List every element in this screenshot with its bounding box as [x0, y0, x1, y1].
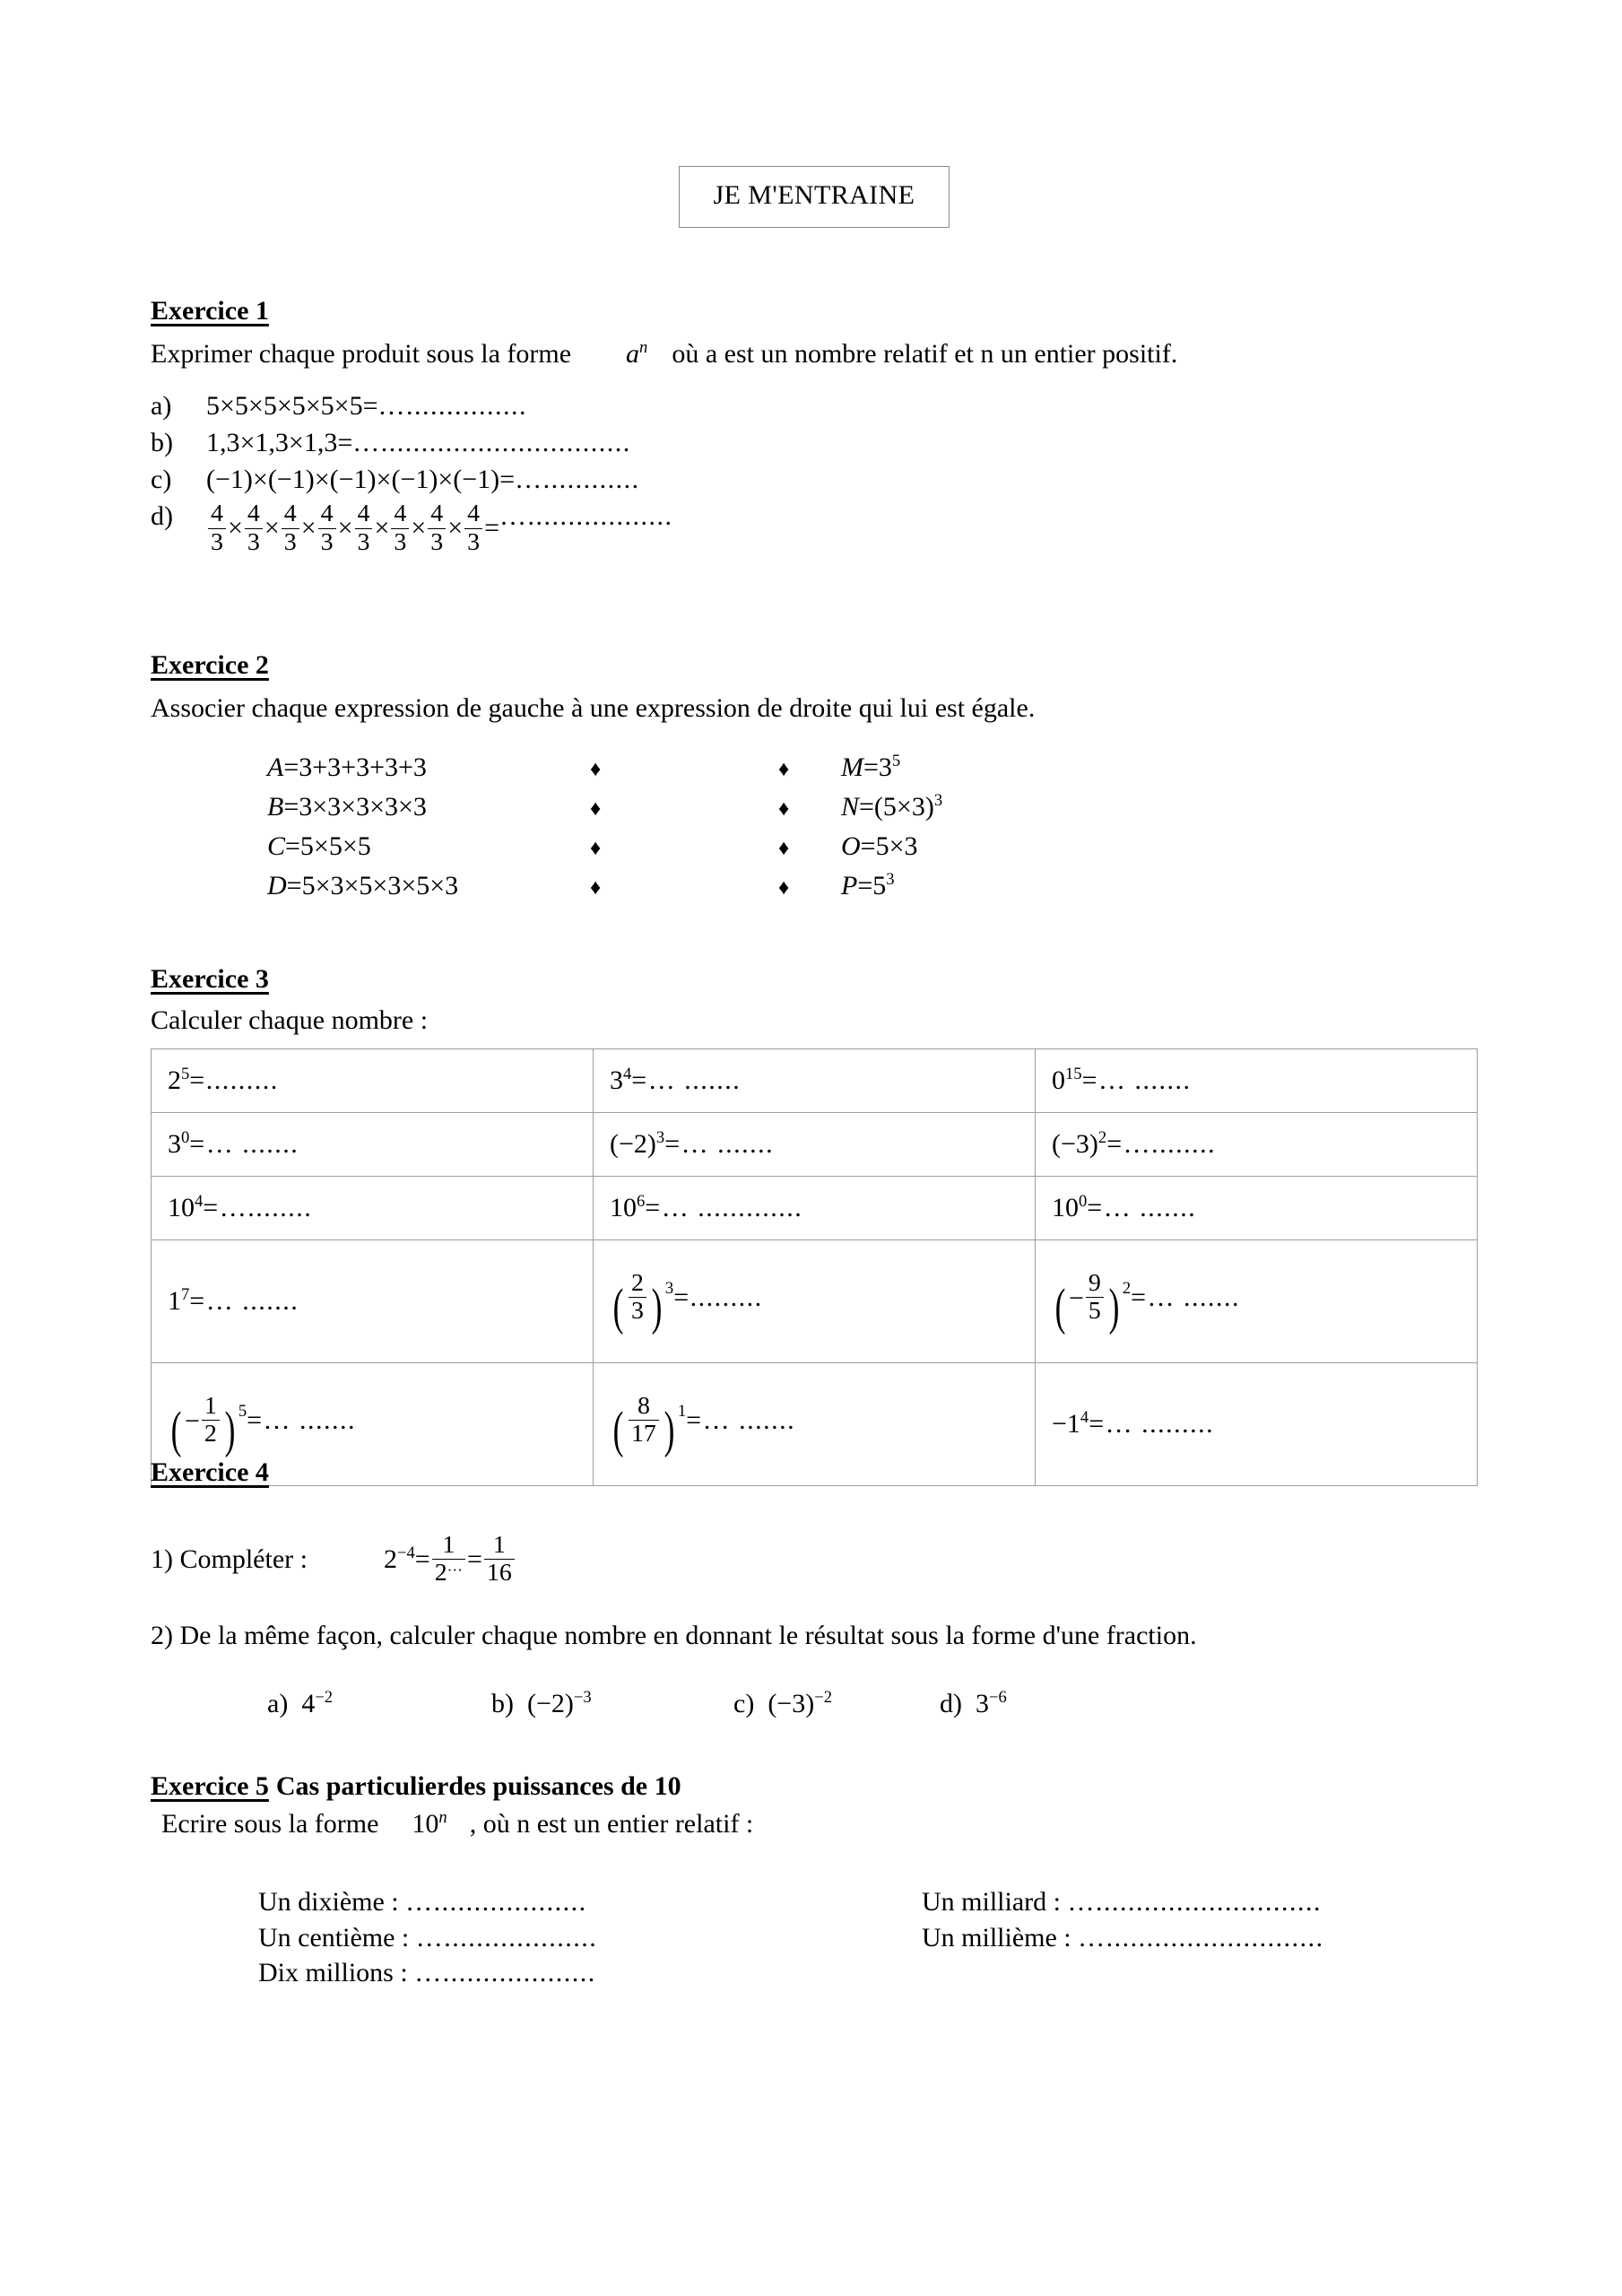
- exercise-1-items: [151, 391, 1478, 555]
- expression-base: 2: [168, 1065, 181, 1096]
- part2-item-a: [267, 1689, 491, 1719]
- expression-exponent: 4: [1080, 1408, 1089, 1428]
- exercise-2-section: [151, 650, 1478, 910]
- item-answer-blank[interactable]: …...................: [405, 1887, 587, 1917]
- table-cell[interactable]: [152, 1240, 594, 1363]
- right-expression-exponent: 5: [891, 752, 901, 771]
- item-label: Un centième :: [258, 1922, 416, 1952]
- fraction: [629, 1268, 646, 1326]
- cell-answer-blank[interactable]: =… .......: [686, 1405, 796, 1435]
- table-cell[interactable]: [152, 1113, 594, 1177]
- table-row: [152, 1113, 1478, 1177]
- part1-label: 1) Compléter :: [151, 1544, 308, 1574]
- fraction: [202, 1391, 220, 1448]
- formula-base: 2: [384, 1544, 397, 1574]
- item-answer-blank[interactable]: …...................: [415, 1922, 598, 1952]
- parenthesized-fraction-power: ( $\frac{2}{3}$ ) 3: [612, 1268, 674, 1336]
- left-paren: (: [612, 1402, 624, 1459]
- cell-answer-blank[interactable]: =… .............: [645, 1193, 803, 1223]
- right-expression: [841, 871, 1200, 901]
- cell-answer-blank[interactable]: =… .......: [631, 1065, 742, 1096]
- cell-expression: [610, 1065, 631, 1095]
- cell-expression: [168, 1286, 189, 1316]
- fraction-denominator: 5: [1086, 1297, 1104, 1324]
- part2-item-b: [491, 1689, 733, 1719]
- left-connector-bullet[interactable]: ♦: [590, 758, 602, 782]
- fraction: [464, 501, 482, 555]
- left-connector-bullet[interactable]: ♦: [590, 797, 602, 822]
- exercise-4-part1: [151, 1533, 1478, 1587]
- left-expression: [267, 871, 590, 901]
- parenthesized-fraction-power: ( − $\frac{9}{5}$ ) 2: [1054, 1268, 1132, 1336]
- exercise-5-instruction: [151, 1809, 1478, 1839]
- exercise-1-instruction-after: où a est un nombre relatif et n un entier positif.: [672, 339, 1178, 369]
- expression-base: 0: [1052, 1065, 1065, 1096]
- multiplication-sign: ×: [337, 513, 353, 544]
- table-cell[interactable]: [594, 1177, 1036, 1240]
- parenthesized-fraction-power: ( $\frac{8}{17}$ ) 1: [612, 1391, 687, 1459]
- expression-base: (−2): [610, 1129, 656, 1160]
- cell-expression: [1052, 1129, 1106, 1159]
- item-label: a): [267, 1689, 289, 1719]
- exercise-5-item: [922, 1884, 1478, 1920]
- expression-exponent: 4: [195, 1192, 204, 1212]
- left-connector-bullet[interactable]: ♦: [590, 876, 602, 900]
- instruction-after: , où n est un entier relatif :: [469, 1809, 754, 1839]
- cell-answer-blank[interactable]: =… .......: [189, 1129, 299, 1160]
- expression-base: (−3): [1052, 1129, 1098, 1160]
- exercise-1-item-b: [151, 428, 1478, 458]
- parenthesized-fraction-power: ( − $\frac{1}{2}$ ) 5: [170, 1391, 247, 1459]
- multiplication-sign: ×: [300, 513, 317, 544]
- fraction-denominator: 3: [282, 528, 299, 555]
- cell-answer-blank[interactable]: =… .......: [189, 1286, 299, 1317]
- exercise-5-columns: [151, 1884, 1478, 1991]
- table-row: [152, 1240, 1478, 1363]
- item-label: Un millième :: [922, 1922, 1079, 1952]
- expression-exponent: 0: [181, 1128, 190, 1148]
- item-exponent: −3: [573, 1688, 592, 1708]
- right-paren: ): [664, 1402, 675, 1459]
- cell-expression: [168, 1129, 189, 1159]
- exercise-4-section: [151, 1457, 1478, 1719]
- right-connector-bullet[interactable]: ♦: [778, 758, 790, 782]
- table-cell[interactable]: [152, 1177, 594, 1240]
- item-answer-blank[interactable]: …............................: [1067, 1887, 1322, 1917]
- item-label: Un dixième :: [258, 1887, 406, 1917]
- item-label: d): [940, 1689, 962, 1719]
- table-row: [152, 1049, 1478, 1113]
- expression-exponent: 7: [181, 1285, 190, 1305]
- multiplication-sign: ×: [374, 513, 390, 544]
- item-label: Un milliard :: [922, 1887, 1068, 1917]
- fraction: [391, 501, 409, 555]
- multiplication-sign: ×: [264, 513, 280, 544]
- exercise-5-item: [922, 1920, 1478, 1956]
- fraction-numerator: 4: [430, 500, 444, 528]
- expression-exponent: 0: [1079, 1192, 1088, 1212]
- exercise-5-heading: Exercice 5: [151, 1771, 269, 1801]
- fraction: [355, 501, 373, 555]
- fraction-numerator: 9: [1088, 1268, 1101, 1297]
- exercise-1-item-d: [151, 501, 1478, 555]
- formula-exponent: n: [438, 1808, 447, 1827]
- left-paren: (: [612, 1279, 624, 1336]
- fraction-denominator: 3: [464, 528, 482, 555]
- table-cell[interactable]: [594, 1240, 1036, 1363]
- expression-base: 10: [610, 1193, 637, 1223]
- fraction-numerator: 4: [247, 500, 260, 528]
- item-label: d): [151, 501, 173, 532]
- equals-sign-1: =: [414, 1544, 430, 1574]
- expression-exponent: 3: [655, 1128, 665, 1148]
- cell-answer-blank[interactable]: =… .......: [247, 1405, 357, 1435]
- right-expression: [841, 792, 1200, 822]
- fraction-denominator: 3: [391, 528, 409, 555]
- table-cell[interactable]: [1036, 1177, 1478, 1240]
- expression-base: −1: [1052, 1409, 1080, 1439]
- exercise-3-instruction: Calculer chaque nombre :: [151, 1005, 429, 1035]
- equals-sign: =: [484, 513, 499, 544]
- left-expression: [267, 792, 590, 822]
- cell-answer-blank[interactable]: =… .......: [1131, 1282, 1241, 1312]
- multiplication-sign: ×: [447, 513, 464, 544]
- fraction-denominator: 3: [208, 528, 226, 555]
- expression-exponent: 5: [181, 1065, 190, 1084]
- fraction-numerator: 8: [637, 1391, 650, 1420]
- right-paren: ): [224, 1402, 236, 1459]
- right-fraction: [484, 1533, 515, 1587]
- cell-answer-blank[interactable]: =…........: [1106, 1129, 1217, 1160]
- formula-base: a: [626, 339, 640, 369]
- exercise-5-left-column: [151, 1884, 922, 1991]
- fraction-numerator: 4: [394, 500, 407, 528]
- right-expression-body: =(5×3): [859, 792, 934, 822]
- exercise-1-item-c: [151, 465, 1478, 495]
- right-expression-exponent: 3: [886, 870, 895, 890]
- fraction: [318, 501, 336, 555]
- cell-answer-blank[interactable]: =…........: [203, 1193, 313, 1223]
- item-expression: (−1)×(−1)×(−1)×(−1)×(−1)=: [206, 465, 516, 495]
- fraction-numerator: 4: [467, 500, 481, 528]
- table-cell[interactable]: [1036, 1240, 1478, 1363]
- fraction: [428, 501, 446, 555]
- left-expression: [267, 831, 590, 862]
- item-answer-blank[interactable]: …...................: [414, 1958, 596, 1988]
- item-label: Dix millions :: [258, 1958, 415, 1988]
- table-cell[interactable]: [152, 1049, 594, 1113]
- fraction-sign: −: [184, 1406, 200, 1437]
- cell-expression: [1052, 1409, 1089, 1439]
- right-paren: ): [1108, 1279, 1120, 1336]
- item-expression-fractions: [206, 501, 499, 555]
- left-expression-name: A: [267, 752, 284, 783]
- fraction-denominator: 17: [629, 1420, 659, 1447]
- exercise-5-section: [151, 1771, 1478, 1991]
- fraction-numerator: 4: [357, 500, 370, 528]
- expression-base: 10: [1052, 1193, 1079, 1223]
- item-label: c): [151, 465, 172, 495]
- fraction-numerator: 4: [320, 500, 334, 528]
- exercise-4-part2-label: 2) De la même façon, calculer chaque nombre en donnant le résultat sous la forme d'une fraction.: [151, 1620, 1197, 1650]
- right-expression-name: N: [841, 792, 860, 822]
- left-expression-name: C: [267, 831, 286, 862]
- fraction: [282, 501, 299, 555]
- item-answer-blank[interactable]: …...............: [377, 391, 528, 422]
- fraction-denominator: 3: [355, 528, 373, 555]
- exercise-2-instruction: Associer chaque expression de gauche à une expression de droite qui lui est égale.: [151, 693, 1036, 723]
- item-label: b): [151, 428, 173, 458]
- left-paren: (: [1054, 1279, 1066, 1336]
- fraction-denominator: 3: [245, 528, 263, 555]
- item-exponent: −2: [315, 1688, 334, 1708]
- exercise-5-item: [258, 1884, 922, 1920]
- item-base: 3: [976, 1689, 989, 1719]
- fraction-denominator: 3: [318, 528, 336, 555]
- exercise-2-matching: [267, 752, 1200, 910]
- fraction-numerator: 1: [204, 1391, 217, 1420]
- formula-exponent: n: [639, 338, 648, 357]
- exercise-5-right-column: [922, 1884, 1478, 1991]
- multiplication-sign: ×: [227, 513, 243, 544]
- fraction-denominator: 2: [202, 1420, 220, 1447]
- fraction: [208, 501, 226, 555]
- item-answer-blank[interactable]: …............: [515, 465, 640, 495]
- left-expression-name: B: [267, 792, 284, 822]
- denominator-exponent: …: [447, 1558, 463, 1576]
- cell-answer-blank[interactable]: =.........: [189, 1065, 279, 1096]
- right-expression-name: O: [841, 831, 861, 862]
- exercise-2-heading: Exercice 2: [151, 650, 269, 680]
- expression-exponent: 15: [1065, 1065, 1082, 1084]
- exercise-5-item: [258, 1920, 922, 1956]
- right-expression-body: =3: [863, 752, 892, 783]
- cell-answer-blank[interactable]: =… .......: [1087, 1193, 1197, 1223]
- item-base: (−2): [527, 1689, 574, 1719]
- right-connector-bullet[interactable]: ♦: [778, 837, 790, 861]
- exercise-1-item-a: [151, 391, 1478, 422]
- right-expression-name: M: [841, 752, 863, 783]
- cell-expression: [610, 1129, 664, 1159]
- exercise-1-instruction-before: Exprimer chaque produit sous la forme: [151, 339, 572, 369]
- fraction-denominator: 2…: [432, 1559, 465, 1586]
- right-connector-bullet[interactable]: ♦: [778, 797, 790, 822]
- item-base: (−3): [768, 1689, 815, 1719]
- left-paren: (: [170, 1402, 182, 1459]
- left-expression-body: =3×3×3×3×3: [283, 792, 427, 822]
- matching-row: [267, 792, 1200, 831]
- fraction-sign: −: [1068, 1283, 1084, 1314]
- right-expression-body: =5: [857, 871, 887, 901]
- cell-answer-blank[interactable]: =… .........: [1089, 1409, 1215, 1439]
- fraction-numerator: 2: [630, 1268, 644, 1297]
- exercise-5-heading-line: [151, 1771, 1478, 1802]
- expression-base: 3: [610, 1065, 623, 1096]
- item-answer-blank[interactable]: …..................: [499, 501, 673, 532]
- right-paren: ): [651, 1279, 663, 1336]
- fraction-denominator: 16: [484, 1559, 515, 1586]
- item-exponent: −6: [989, 1688, 1007, 1708]
- formula-exponent: −4: [397, 1543, 415, 1562]
- fraction-numerator: 1: [442, 1531, 455, 1559]
- right-expression: [841, 831, 1200, 862]
- multiplication-sign: ×: [411, 513, 427, 544]
- exercise-5-item: [258, 1955, 922, 1991]
- matching-row: [267, 831, 1200, 871]
- expression-exponent: 4: [623, 1065, 632, 1084]
- exercise-1-instruction: [151, 337, 1478, 371]
- item-answer-blank[interactable]: …...............................: [352, 428, 631, 458]
- item-label: c): [733, 1689, 755, 1719]
- title-banner: [151, 166, 1478, 228]
- expression-exponent: 6: [637, 1192, 646, 1212]
- expression-exponent: 2: [1097, 1128, 1107, 1148]
- matching-row: [267, 752, 1200, 792]
- exercise-1-heading: Exercice 1: [151, 296, 269, 326]
- table-cell[interactable]: [594, 1049, 1036, 1113]
- exercise-5-heading-suffix: Cas particulierdes puissances de 10: [275, 1771, 681, 1801]
- fraction-numerator: 4: [283, 500, 297, 528]
- left-expression-body: =5×5×5: [285, 831, 371, 862]
- fraction: [1086, 1268, 1104, 1326]
- left-expression: [267, 752, 590, 783]
- left-expression-body: =5×3×5×3×5×3: [286, 871, 459, 901]
- table-row: [152, 1177, 1478, 1240]
- exercise-1-section: [151, 296, 1478, 561]
- exercise-4-heading: Exercice 4: [151, 1457, 269, 1487]
- item-answer-blank[interactable]: …...........................: [1078, 1922, 1324, 1952]
- left-connector-bullet[interactable]: ♦: [590, 837, 602, 861]
- exercise-3-heading: Exercice 3: [151, 964, 269, 994]
- item-exponent: −2: [814, 1688, 833, 1708]
- instruction-before: Ecrire sous la forme: [161, 1809, 379, 1839]
- page-title: JE M'ENTRAINE: [679, 166, 950, 228]
- exercise-3-section: [151, 964, 1478, 1486]
- cell-expression: [610, 1193, 645, 1222]
- part2-item-c: [733, 1689, 940, 1719]
- right-expression-body: =5×3: [860, 831, 918, 862]
- table-cell[interactable]: [594, 1113, 1036, 1177]
- cell-answer-blank[interactable]: =.........: [673, 1282, 763, 1312]
- cell-expression: [168, 1065, 189, 1095]
- fraction-denominator: 3: [428, 528, 446, 555]
- cell-expression: [168, 1193, 203, 1222]
- expression-base: 10: [168, 1193, 195, 1223]
- exercise-1-formula: [626, 339, 647, 369]
- left-expression-body: =3+3+3+3+3: [283, 752, 427, 783]
- expression-base: 3: [168, 1129, 181, 1160]
- cell-answer-blank[interactable]: =… .......: [664, 1129, 775, 1160]
- fraction: [629, 1391, 659, 1448]
- cell-expression: [1052, 1065, 1082, 1095]
- expression-base: 1: [168, 1286, 181, 1317]
- right-expression: [841, 752, 1200, 783]
- cell-answer-blank[interactable]: =… .......: [1081, 1065, 1192, 1096]
- table-cell[interactable]: [1036, 1049, 1478, 1113]
- left-expression-name: D: [267, 871, 287, 901]
- equals-sign-2: =: [466, 1544, 482, 1574]
- item-base: 4: [301, 1689, 316, 1719]
- part2-item-d: [940, 1689, 1007, 1719]
- instruction-formula: [412, 1809, 447, 1839]
- right-expression-exponent: 3: [933, 791, 943, 811]
- fraction-denominator: 3: [629, 1297, 646, 1324]
- item-label: b): [491, 1689, 514, 1719]
- cell-expression: [1052, 1193, 1087, 1222]
- right-expression-name: P: [841, 871, 858, 901]
- table-cell[interactable]: [1036, 1113, 1478, 1177]
- exercise-4-part2-items: [267, 1689, 1478, 1719]
- fraction-numerator: 4: [211, 500, 223, 528]
- middle-fraction: [432, 1533, 465, 1587]
- formula-base: 10: [412, 1809, 439, 1839]
- right-connector-bullet[interactable]: ♦: [778, 876, 790, 900]
- matching-row: [267, 871, 1200, 910]
- item-label: a): [151, 391, 172, 422]
- part1-formula: [384, 1533, 516, 1587]
- exercise-3-table: [151, 1048, 1478, 1486]
- item-expression: 1,3×1,3×1,3=: [206, 428, 353, 458]
- item-expression: 5×5×5×5×5×5=: [206, 391, 378, 422]
- fraction: [245, 501, 263, 555]
- fraction-numerator: 1: [492, 1531, 506, 1559]
